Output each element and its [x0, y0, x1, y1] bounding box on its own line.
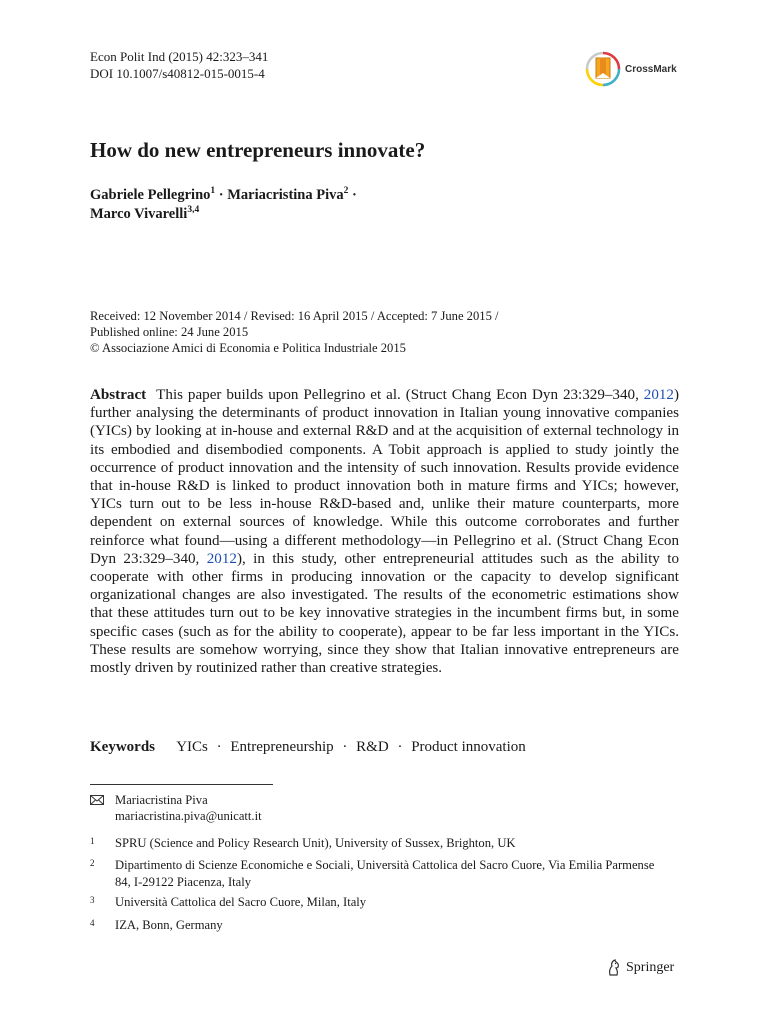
affiliation	[90, 917, 670, 934]
abstract-heading: Abstract	[90, 387, 147, 403]
keyword-separator: ·	[216, 739, 222, 755]
footnote-divider	[90, 784, 273, 785]
keyword-separator: ·	[397, 739, 403, 755]
author-name[interactable]: Marco Vivarelli	[90, 206, 188, 222]
affiliation-text: Università Cattolica del Sacro Cuore, Milan, Italy	[115, 895, 367, 909]
publisher-mark	[606, 959, 674, 977]
keyword: R&D	[356, 739, 389, 755]
citation-link[interactable]: 2012	[643, 387, 674, 403]
publication-history	[90, 308, 499, 356]
doi-link[interactable]: DOI 10.1007/s40812-015-0015-4	[90, 66, 265, 81]
history-dates: Received: 12 November 2014 / Revised: 16 April 2015 / Accepted: 7 June 2015 /	[90, 309, 499, 323]
author-name[interactable]: Gabriele Pellegrino	[90, 187, 211, 203]
crossmark-badge[interactable]	[585, 51, 677, 87]
corresponding-author-email[interactable]: mariacristina.piva@unicatt.it	[115, 808, 262, 823]
crossmark-icon	[585, 51, 621, 87]
affiliation-number: 2	[90, 858, 95, 868]
affiliation-text: Dipartimento di Scienze Economiche e Sociali, Università Cattolica del Sacro Cuore, Via Emilia Parmense 84, I-29122 Piacenza, Italy	[115, 858, 655, 889]
springer-horse-icon	[606, 959, 622, 977]
journal-citation: Econ Polit Ind (2015) 42:323–341	[90, 49, 269, 64]
author-affiliation-ref: 3,4	[187, 205, 200, 216]
affiliation-number: 4	[90, 918, 95, 928]
abstract-text: ), in this study, other entrepreneurial attitudes such as the ability to cooperate with other firms in producing innovation or the capacity to develop significant organizational changes are also investigated. The results of the econometric estimations show that these attitudes turn out to be key innovative strategies in the incumbent firms but, in some specific cases (such as for the ability to cooperate), appear to be far less important in the YICs. These results are somehow worrying, since they show that Italian innovative entrepreneurs are mostly driven by routinized rather than creative strategies.	[90, 550, 679, 677]
keywords	[90, 738, 526, 756]
affiliation-number: 3	[90, 895, 95, 905]
keyword: Product innovation	[411, 739, 526, 755]
author-affiliation-ref: 1	[210, 186, 216, 197]
abstract-text: This paper builds upon Pellegrino et al. (Struct Chang Econ Dyn 23:329–340,	[156, 387, 644, 403]
article-title: How do new entrepreneurs innovate?	[90, 138, 426, 162]
keyword: Entrepreneurship	[230, 739, 334, 755]
keyword-separator: ·	[342, 739, 348, 755]
author-list	[90, 186, 650, 224]
copyright-line: © Associazione Amici di Economia e Politica Industriale 2015	[90, 341, 406, 355]
abstract	[90, 386, 679, 677]
journal-reference	[90, 48, 268, 82]
citation-link[interactable]: 2012	[206, 550, 237, 567]
corresponding-author-name: Mariacristina Piva	[115, 793, 208, 807]
affiliation	[90, 894, 670, 911]
affiliation-number: 1	[90, 836, 95, 846]
affiliation-text: SPRU (Science and Policy Research Unit), University of Sussex, Brighton, UK	[115, 836, 516, 850]
envelope-icon	[90, 795, 104, 805]
abstract-text: ) further analysing the determinants of product innovation in Italian young innovative companies (YICs) by looking at in-house and external R&D and at the acquisition of external technology in its embodied and disembodied components. A Tobit approach is applied to study jointly the occurrence of product innovation and the intensity of such innovation. Results provide evidence that in-house R&D is linked to product innovation both in mature firms and YICs; however, YICs turn out to be less in-house R&D-based and, unlike their mature counterparts, more dependent on external sources of knowledge. While this outcome corroborates and further reinforce what found—using a different methodology—in Pellegrino et al. (Struct Chang Econ Dyn 23:329–340,	[90, 387, 679, 567]
crossmark-label: CrossMark	[625, 63, 677, 75]
author-separator: ·	[218, 187, 224, 203]
publisher-name: Springer	[626, 960, 675, 975]
affiliation	[90, 835, 670, 852]
keyword: YICs	[176, 739, 208, 755]
author-affiliation-ref: 2	[343, 186, 349, 197]
correspondence	[90, 793, 262, 824]
author-name[interactable]: Mariacristina Piva	[227, 187, 344, 203]
history-published: Published online: 24 June 2015	[90, 325, 249, 339]
keywords-heading: Keywords	[90, 739, 155, 755]
affiliation-text: IZA, Bonn, Germany	[115, 918, 223, 932]
affiliation	[90, 857, 670, 890]
author-separator: ·	[352, 187, 357, 203]
